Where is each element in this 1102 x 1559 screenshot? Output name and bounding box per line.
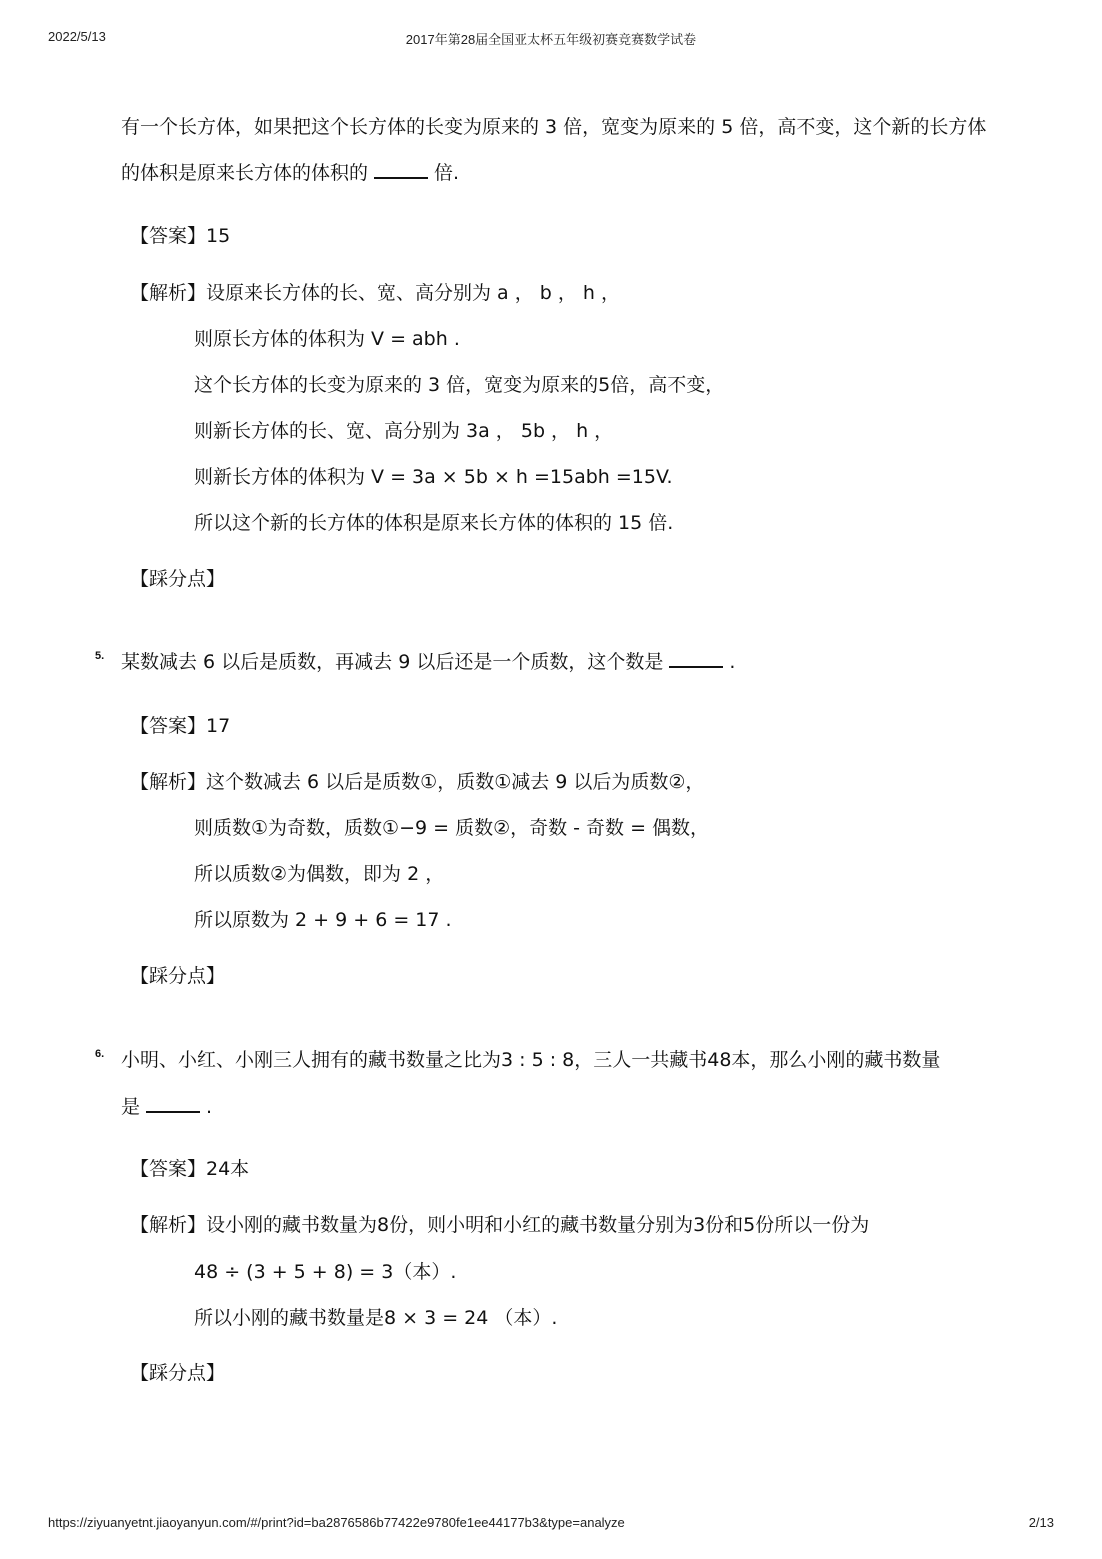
q6-analysis-line: 48 ÷ (3 + 5 + 8) = 3（本）. <box>194 1261 457 1283</box>
q6-stem-text: 是 <box>121 1096 141 1118</box>
q4-scoring-points: 【踩分点】 <box>130 568 226 590</box>
q6-analysis-line: 所以小刚的藏书数量是8 × 3 = 24 （本）. <box>194 1307 558 1329</box>
q5-scoring-points: 【踩分点】 <box>130 965 226 987</box>
q5-number: 5. <box>95 650 105 662</box>
q4-stem-line-2 <box>121 161 459 185</box>
q5-stem <box>121 650 735 674</box>
q5-stem-suffix: . <box>729 651 736 673</box>
q4-answer: 【答案】15 <box>130 225 231 247</box>
q5-analysis-line: 所以质数②为偶数，即为 2 ， <box>194 863 445 885</box>
q6-analysis-heading: 【解析】设小刚的藏书数量为8份，则小明和小红的藏书数量分别为3份和5份所以一份为 <box>130 1214 870 1236</box>
q6-stem-line-1: 小明、小红、小刚三人拥有的藏书数量之比为3 : 5 : 8，三人一共藏书48本，那么小刚的藏书数量 <box>121 1049 941 1071</box>
q5-analysis-line: 则质数①为奇数，质数①−9 = 质数②，奇数 - 奇数 = 偶数， <box>194 817 710 839</box>
q5-analysis-heading: 【解析】这个数减去 6 以后是质数①，质数①减去 9 以后为质数②， <box>130 771 705 793</box>
q6-stem-line-2 <box>121 1095 212 1119</box>
q4-analysis-line: 则原长方体的体积为 V = abh . <box>194 328 460 350</box>
page-url: https://ziyuanyetnt.jiaoyanyun.com/#/print?id=ba2876586b77422e9780fe1ee44177b3&type=analyze <box>48 1515 625 1530</box>
q4-analysis-line: 则新长方体的体积为 V = 3a × 5b × h =15abh =15V. <box>194 466 673 488</box>
answer-blank <box>374 161 428 179</box>
q5-stem-text: 某数减去 6 以后是质数，再减去 9 以后还是一个质数，这个数是 <box>121 651 664 673</box>
q4-analysis-line: 所以这个新的长方体的体积是原来长方体的体积的 15 倍. <box>194 512 674 534</box>
answer-blank <box>669 650 723 668</box>
q6-stem-suffix: . <box>206 1096 213 1118</box>
q6-scoring-points: 【踩分点】 <box>130 1362 226 1384</box>
q6-number: 6. <box>95 1048 105 1060</box>
q4-stem-line-1: 有一个长方体，如果把这个长方体的长变为原来的 3 倍，宽变为原来的 5 倍，高不变，这个新的长方体 <box>121 116 987 138</box>
q4-analysis-line: 则新长方体的长、宽、高分别为 3a ， 5b ， h ， <box>194 420 614 442</box>
answer-blank <box>146 1095 200 1113</box>
q5-analysis-line: 所以原数为 2 + 9 + 6 = 17 . <box>194 909 452 931</box>
q6-answer: 【答案】24本 <box>130 1158 250 1180</box>
q4-stem-text: 的体积是原来长方体的体积的 <box>121 162 369 184</box>
q4-analysis-line: 这个长方体的长变为原来的 3 倍，宽变为原来的5倍，高不变， <box>194 374 725 396</box>
q5-answer: 【答案】17 <box>130 715 231 737</box>
q4-stem-suffix: 倍. <box>434 162 460 184</box>
q4-analysis-heading: 【解析】设原来长方体的长、宽、高分别为 a ， b ， h ， <box>130 282 620 304</box>
document-title: 2017年第28届全国亚太杯五年级初赛竞赛数学试卷 <box>405 32 697 47</box>
print-date: 2022/5/13 <box>48 29 106 44</box>
page-number: 2/13 <box>1028 1515 1054 1530</box>
